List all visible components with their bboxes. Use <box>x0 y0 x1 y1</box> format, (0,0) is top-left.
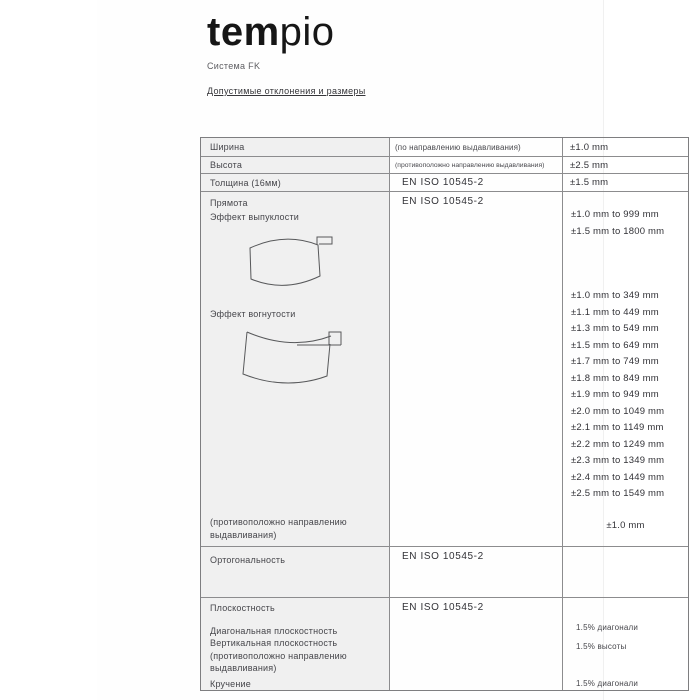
concavity-value: ±1.7 mm to 749 mm <box>571 356 659 367</box>
flatness-values-cell <box>563 598 688 690</box>
convexity-effect-label: Эффект выпуклости <box>210 212 300 222</box>
width-method: (по направлению выдавливания) <box>390 138 563 156</box>
orthogonality-method: EN ISO 10545-2 <box>390 547 563 597</box>
concavity-effect-label: Эффект вогнутости <box>210 309 296 319</box>
thickness-value: ±1.5 mm <box>570 177 609 188</box>
straightness-cell <box>201 192 390 546</box>
concave-panel-drawing <box>241 328 343 390</box>
concavity-value: ±1.8 mm to 849 mm <box>571 372 659 384</box>
orthogonality-values-cell <box>563 547 688 597</box>
height-method: (противоположно направлению выдавливания) <box>390 157 563 173</box>
system-name-label: Система FK <box>207 61 261 71</box>
concavity-value: ±2.2 mm to 1249 mm <box>571 438 665 450</box>
concavity-value: ±1.5 mm to 649 mm <box>571 339 659 351</box>
concavity-value: ±2.0 mm to 1049 mm <box>571 405 665 417</box>
page-container <box>97 0 665 700</box>
straightness-values-cell <box>563 192 688 546</box>
deviations-and-sizes-link[interactable]: Допустимые отклонения и размеры <box>207 86 366 96</box>
flatness-label: Плоскостность <box>210 603 275 613</box>
table-row-flatness <box>201 597 688 690</box>
flatness-cell <box>201 598 390 690</box>
vertical-flatness-label: Вертикальная плоскостность (противоположно направлению выдавливания) <box>210 638 347 673</box>
torsion-label: Кручение <box>210 678 251 689</box>
diagonal-flatness-label: Диагональная плоскостность <box>210 625 338 636</box>
convexity-value: ±1.0 mm to 999 mm <box>571 209 659 220</box>
concavity-value: ±2.3 mm to 1349 mm <box>571 455 665 466</box>
thickness-label: Толщина (16мм) <box>201 174 390 191</box>
concavity-value: ±2.5 mm to 1549 mm <box>571 488 665 499</box>
height-label: Высота <box>201 157 390 173</box>
tolerances-table <box>200 137 689 691</box>
concavity-value: ±1.0 mm to 349 mm <box>571 290 659 301</box>
table-row-width <box>201 138 688 156</box>
opposite-extrusion-direction-note: (противоположно направлению выдавливания) <box>210 517 347 540</box>
convexity-values <box>563 192 688 503</box>
orthogonality-label: Ортогональность <box>201 547 390 597</box>
straightness-label: Прямота <box>210 198 248 208</box>
diagonal-flatness-value: 1.5% диагонали <box>576 623 639 632</box>
thickness-method: EN ISO 10545-2 <box>390 174 563 191</box>
opposite-direction-value: ±1.0 mm <box>606 520 645 531</box>
concavity-value: ±2.1 mm to 1149 mm <box>571 422 664 433</box>
logo-part-light: pio <box>279 10 335 54</box>
height-value: ±2.5 mm <box>570 159 609 171</box>
concavity-value: ±1.3 mm to 549 mm <box>571 323 659 334</box>
table-row-thickness <box>201 173 688 191</box>
flatness-method: EN ISO 10545-2 <box>390 598 563 690</box>
concavity-values <box>571 288 688 503</box>
table-row-orthogonality <box>201 546 688 597</box>
torsion-value: 1.5% диагонали <box>576 679 639 688</box>
concavity-value: ±1.9 mm to 949 mm <box>571 389 659 400</box>
width-value: ±1.0 mm <box>570 141 609 153</box>
tempio-logo <box>207 12 335 52</box>
concavity-value: ±2.4 mm to 1449 mm <box>571 471 665 483</box>
table-row-straightness <box>201 191 688 546</box>
straightness-method: EN ISO 10545-2 <box>390 192 563 546</box>
convex-panel-drawing <box>247 229 335 293</box>
convexity-value: ±1.5 mm to 1800 mm <box>571 225 665 237</box>
vertical-flatness-value: 1.5% высоты <box>576 642 627 651</box>
logo-part-bold: tem <box>207 10 280 54</box>
width-label: Ширина <box>201 138 390 156</box>
concavity-value: ±1.1 mm to 449 mm <box>571 306 659 318</box>
table-row-height <box>201 156 688 173</box>
